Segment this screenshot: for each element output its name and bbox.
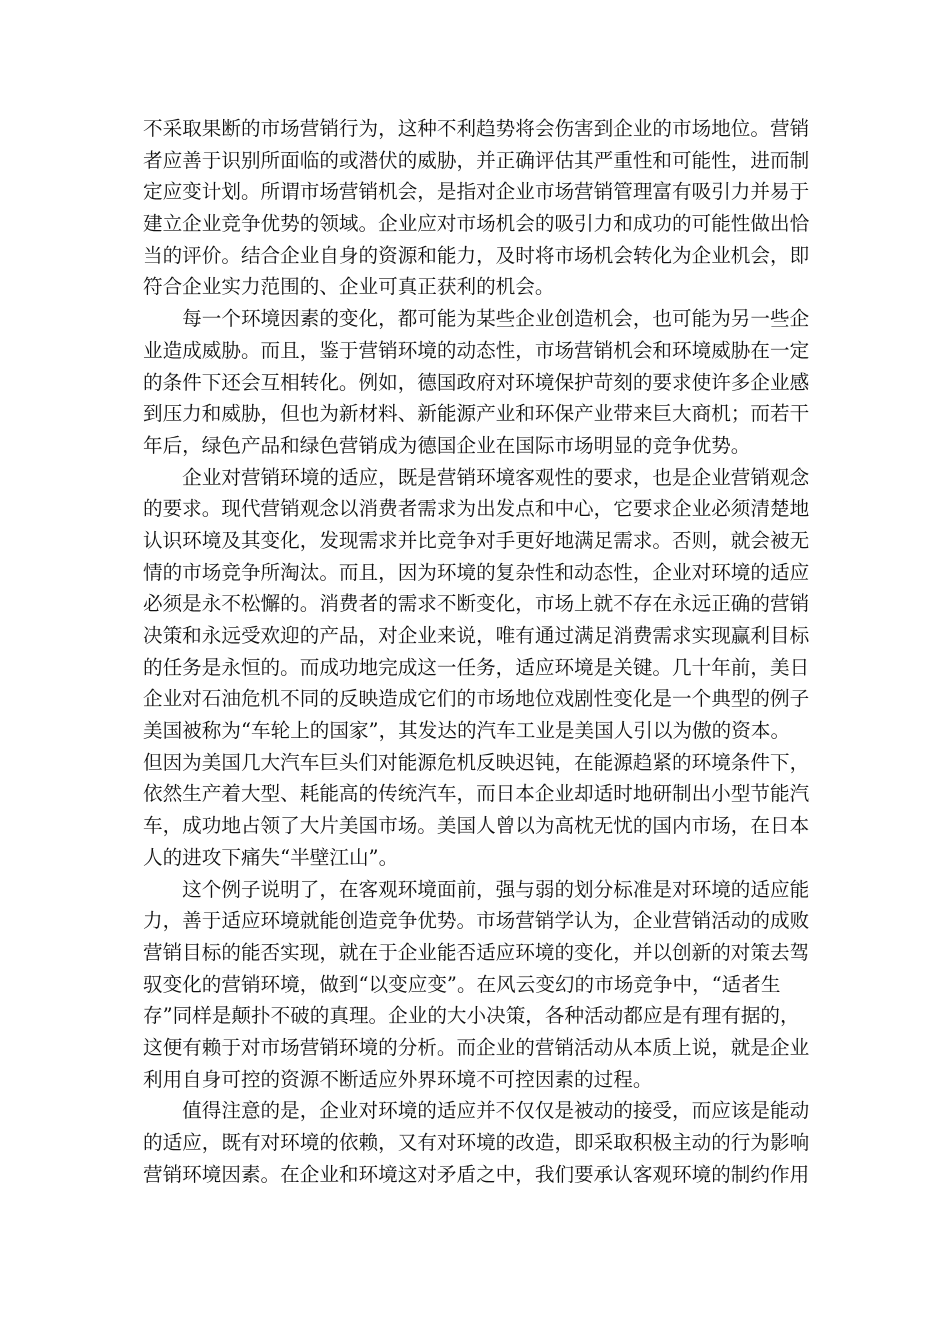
text-line: 营销环境因素。在企业和环境这对矛盾之中，我们要承认客观环境的制约作用 (143, 1162, 810, 1186)
text-line: 的条件下还会互相转化。例如，德国政府对环境保护苛刻的要求使许多企业感 (143, 370, 810, 394)
text-line: 每一个环境因素的变化，都可能为某些企业创造机会，也可能为另一些企 (143, 307, 810, 331)
text-line: 必须是永不松懈的。消费者的需求不断变化，市场上就不存在永远正确的营销 (143, 592, 810, 616)
text-line: 这个例子说明了，在客观环境面前，强与弱的划分标准是对环境的适应能 (143, 877, 810, 901)
text-line: 不采取果断的市场营销行为，这种不利趋势将会伤害到企业的市场地位。营销 (143, 117, 810, 140)
text-line: 情的市场竞争所淘汰。而且，因为环境的复杂性和动态性，企业对环境的适应 (143, 560, 810, 584)
text-line: 美国被称为“车轮上的国家”，其发达的汽车工业是美国人引以为傲的资本。 (143, 719, 791, 743)
text-line: 人的进攻下痛失“半壁江山”。 (143, 845, 399, 869)
text-line: 驭变化的营销环境，做到“以变应变”。在风云变幻的市场竞争中，“适者生 (143, 972, 781, 996)
text-line: 但因为美国几大汽车巨头们对能源危机反映迟钝，在能源趋紧的环境条件下， (143, 750, 810, 774)
paragraph-2 (143, 303, 808, 461)
text-line: 利用自身可控的资源不断适应外界环境不可控因素的过程。 (143, 1067, 653, 1091)
text-line: 车，成功地占领了大片美国市场。美国人曾以为高枕无忧的国内市场，在日本 (143, 814, 810, 838)
text-line: 的任务是永恒的。而成功地完成这一任务，适应环境是关键。几十年前，美日 (143, 655, 810, 679)
text-line: 认识环境及其变化，发现需求并比竞争对手更好地满足需求。否则，就会被无 (143, 528, 810, 552)
text-line: 营销目标的能否实现，就在于企业能否适应环境的变化，并以创新的对策去驾 (143, 940, 810, 964)
text-line: 企业对营销环境的适应，既是营销环境客观性的要求，也是企业营销观念 (143, 465, 810, 489)
text-line: 值得注意的是，企业对环境的适应并不仅仅是被动的接受，而应该是能动 (143, 1099, 810, 1123)
text-line: 当的评价。结合企业自身的资源和能力，及时将市场机会转化为企业机会，即 (143, 243, 810, 267)
text-line: 到压力和威胁，但也为新材料、新能源产业和环保产业带来巨大商机；而若干 (143, 402, 810, 426)
paragraph-1 (143, 113, 808, 303)
text-line: 力，善于适应环境就能创造竞争优势。市场营销学认为，企业营销活动的成败 (143, 909, 810, 933)
text-line: 的要求。现代营销观念以消费者需求为出发点和中心，它要求企业必须清楚地 (143, 497, 810, 521)
paragraph-4 (143, 874, 808, 1096)
text-line: 年后，绿色产品和绿色营销成为德国企业在国际市场明显的竞争优势。 (143, 433, 751, 457)
text-line: 的适应，既有对环境的依赖，又有对环境的改造，即采取积极主动的行为影响 (143, 1131, 810, 1154)
paragraph-3 (143, 462, 808, 874)
paragraph-5 (143, 1095, 808, 1190)
text-line: 业造成威胁。而且，鉴于营销环境的动态性，市场营销机会和环境威胁在一定 (143, 338, 810, 362)
text-line: 符合企业实力范围的、企业可真正获利的机会。 (143, 275, 555, 299)
text-line: 这便有赖于对市场营销环境的分析。而企业的营销活动从本质上说，就是企业 (143, 1035, 810, 1059)
text-line: 建立企业竞争优势的领域。企业应对市场机会的吸引力和成功的可能性做出恰 (143, 212, 810, 236)
text-line: 依然生产着大型、耗能高的传统汽车，而日本企业却适时地研制出小型节能汽 (143, 782, 810, 806)
text-line: 企业对石油危机不同的反映造成它们的市场地位戏剧性变化是一个典型的例子 (143, 687, 810, 711)
text-line: 者应善于识别所面临的或潜伏的威胁，并正确评估其严重性和可能性，进而制 (143, 148, 810, 172)
text-line: 存”同样是颠扑不破的真理。企业的大小决策，各种活动都应是有理有据的， (143, 1004, 800, 1028)
text-line: 定应变计划。所谓市场营销机会，是指对企业市场营销管理富有吸引力并易于 (143, 180, 810, 204)
document-body (143, 113, 808, 1190)
text-line: 决策和永远受欢迎的产品，对企业来说，唯有通过满足消费需求实现赢利目标 (143, 624, 810, 647)
